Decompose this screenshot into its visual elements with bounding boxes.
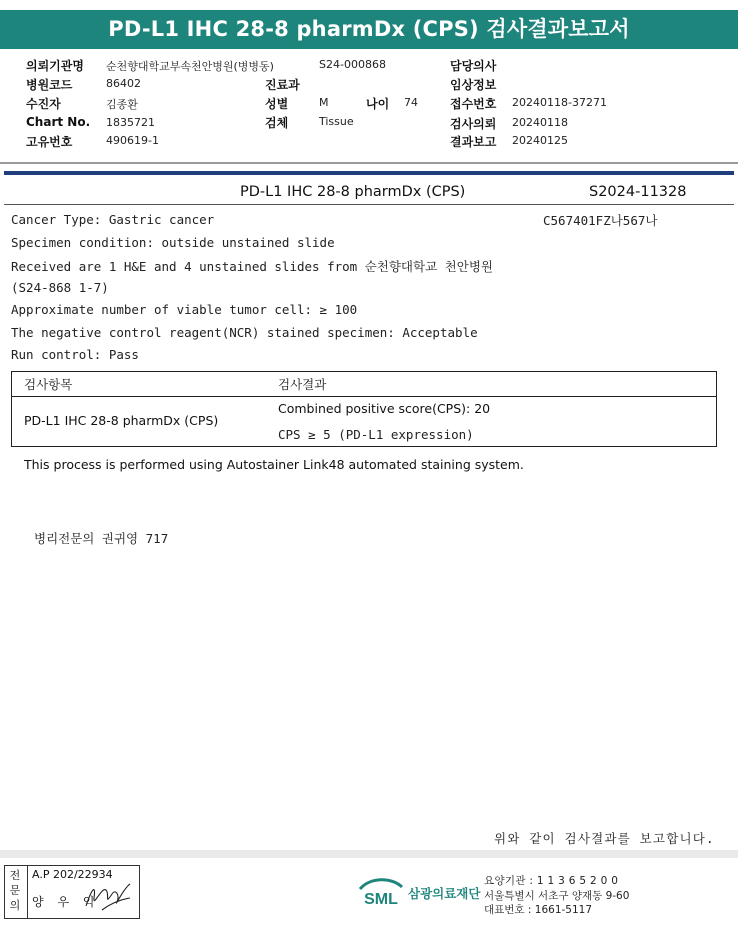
report-underline xyxy=(4,204,734,205)
result-date-label: 결과보고 xyxy=(450,135,497,149)
sex-value: M xyxy=(319,96,329,109)
received-line: Received are 1 H&E and 4 unstained slides from 순천향대학교 천안병원 xyxy=(11,259,493,274)
phone: 대표번호 : 1661-5117 xyxy=(484,904,593,916)
signer-name: 양 우 익 xyxy=(32,895,100,909)
table-result-expression: CPS ≥ 5 (PD-L1 expression) xyxy=(278,427,474,442)
patient-value: 김종환 xyxy=(106,98,138,111)
signature-scribble xyxy=(84,880,134,914)
process-note: This process is performed using Autostainer Link48 automated staining system. xyxy=(24,457,524,472)
table-header-rule xyxy=(12,396,716,397)
institution-label: 의뢰기관명 xyxy=(26,59,84,73)
institution-value: 순천향대학교부속천안병원(병병동) xyxy=(106,60,274,73)
request-label: 검사의뢰 xyxy=(450,117,497,131)
result-date-value: 20240125 xyxy=(512,134,568,147)
ap-number: A.P 202/22934 xyxy=(32,868,113,881)
footer-band xyxy=(0,850,738,858)
report-code: C567401FZ나567나 xyxy=(543,213,658,228)
specialist-label: 전문의 xyxy=(9,869,21,912)
unique-label: 고유번호 xyxy=(26,135,73,149)
signature-divider xyxy=(27,866,28,918)
run-control-line: Run control: Pass xyxy=(11,347,139,362)
report-number: S2024-11328 xyxy=(589,184,687,200)
table-header-item: 검사항목 xyxy=(24,377,73,392)
chart-value: 1835721 xyxy=(106,116,155,129)
cancer-type-line: Cancer Type: Gastric cancer xyxy=(11,212,215,227)
chart-label: Chart No. xyxy=(26,115,91,129)
specimen-value: Tissue xyxy=(319,115,354,128)
hospital-code-label: 병원코드 xyxy=(26,78,73,92)
page-title: PD-L1 IHC 28-8 pharmDx (CPS) 검사결과보고서 xyxy=(108,17,630,41)
patient-label: 수진자 xyxy=(26,97,61,111)
report-title: PD-L1 IHC 28-8 pharmDx (CPS) xyxy=(240,184,466,200)
table-result-cps: Combined positive score(CPS): 20 xyxy=(278,401,491,416)
age-label: 나이 xyxy=(366,97,390,111)
department-label: 진료과 xyxy=(265,78,300,92)
logo-text: SML xyxy=(364,891,398,908)
specimen-label: 검체 xyxy=(265,116,289,130)
accession-label: 접수번호 xyxy=(450,97,497,111)
accession-value: 20240118-37271 xyxy=(512,96,607,109)
request-value: 20240118 xyxy=(512,116,568,129)
table-header-result: 검사결과 xyxy=(278,377,327,392)
header-separator xyxy=(0,162,738,164)
address: 서울특별시 서초구 양재동 9-60 xyxy=(484,890,630,902)
blue-band xyxy=(4,171,734,175)
sample-code: S24-000868 xyxy=(319,58,386,71)
sml-logo-icon xyxy=(356,875,406,911)
clinical-info-label: 임상정보 xyxy=(450,78,497,92)
closing-statement: 위와 같이 검사결과를 보고합니다. xyxy=(494,831,715,846)
tumor-cell-line: Approximate number of viable tumor cell: ≥ 100 xyxy=(11,302,358,317)
table-test-name: PD-L1 IHC 28-8 pharmDx (CPS) xyxy=(24,413,219,428)
unique-value: 490619-1 xyxy=(106,134,159,147)
doctor-label: 담당의사 xyxy=(450,59,497,73)
foundation-name: 삼광의료재단 xyxy=(408,886,481,901)
sex-label: 성별 xyxy=(265,97,289,111)
pathologist: 병리전문의 권귀영 717 xyxy=(34,531,169,546)
slide-range-line: (S24-868 1-7) xyxy=(11,280,109,295)
specimen-condition-line: Specimen condition: outside unstained slide xyxy=(11,235,335,250)
care-code: 요양기관 : 1 1 3 6 5 2 0 0 xyxy=(484,875,619,887)
ncr-line: The negative control reagent(NCR) stained specimen: Acceptable xyxy=(11,325,478,340)
hospital-code-value: 86402 xyxy=(106,77,141,90)
age-value: 74 xyxy=(404,96,418,109)
